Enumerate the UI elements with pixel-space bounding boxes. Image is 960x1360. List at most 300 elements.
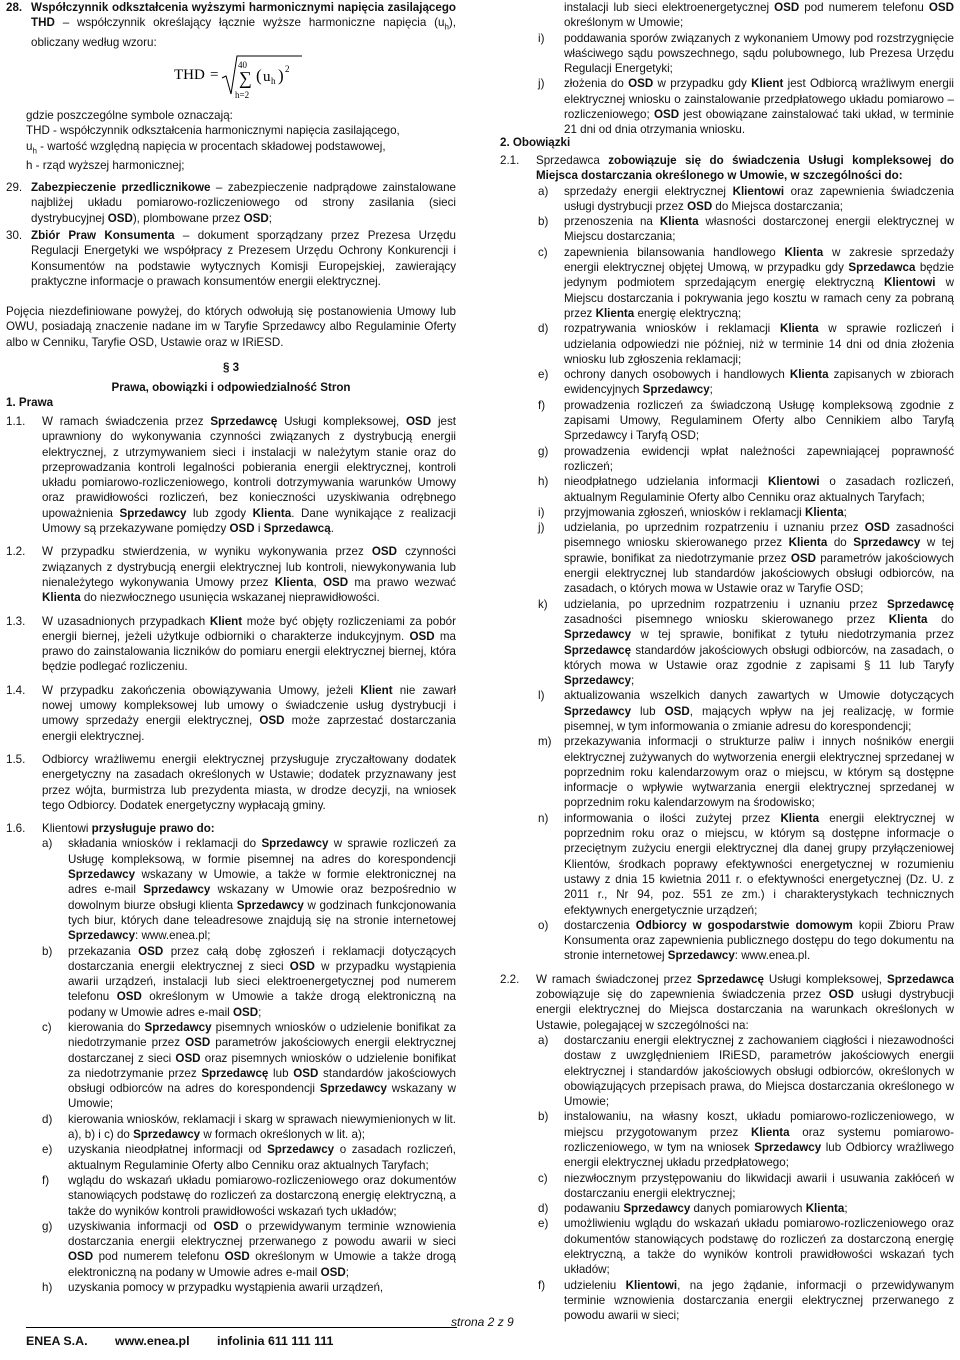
bold-term: Sprzedawcę [696,972,764,986]
text-run: w sprawie rozliczeń za Usługę kompleksową, w formie pisemnej na adres do korespondencji [68,837,456,866]
bold-term: Sprzedawcę [210,415,278,428]
list-item [538,1216,954,1277]
text-run: Usługi kompleksowej, [277,415,407,428]
text-run: zobowiązuje się do zapewnienia świadczenia przez [536,988,829,1002]
text-run: danych pomiarowych [690,1202,806,1216]
list-item [538,918,954,964]
sqrt-sign [222,56,302,94]
bold-term: Klient [751,77,784,91]
paragraph-number: 1.4. [6,683,26,697]
bold-term: Klienta [779,322,819,336]
text-run: W uzasadnionych przypadkach [42,614,210,628]
formula-exp: 2 [285,64,290,74]
text-run: w tej sprawie, bonifikat z tytułu niedotrzymania przez [631,628,954,642]
bold-term: Sprzedawcy [667,949,735,963]
list-item [538,520,954,596]
bold-term: Sprzedawcy [754,1141,822,1154]
def-text: ), obliczany według wzoru: [31,16,456,49]
paragraph-number: 2.1. [500,154,520,167]
text-run: do [827,536,854,550]
bold-term: Sprzedawcy [236,898,304,912]
list-letter: o) [538,918,549,932]
formula-lhs: THD [174,67,205,83]
text-run: kierowania do [68,1020,145,1034]
sum-upper: 40 [238,60,247,70]
text-run: własności dostarczonej energii elektrycznej w Miejscu dostarczania; [564,215,954,244]
bold-term: OSD [774,1,800,14]
def-sub: h [444,22,449,32]
bold-term: OSD [293,1066,319,1080]
list-item [42,1280,456,1295]
list-item [538,245,954,321]
text-run: przekazania [68,944,139,958]
bold-term: OSD [185,1036,211,1050]
list-letter: g) [42,1219,53,1233]
text-run: zasadności pisemnego wniosku skierowanego przez [564,612,889,626]
bold-term: OSD [175,1051,201,1065]
list-letter: h) [42,1281,53,1295]
text-run: dostarczaniu energii elektrycznej z zachowaniem ciągłości i niezawodności dostaw z uwzględnieniem IRiESD, parametrów jakościowych energii elektrycznej i standardów jakościowych obsługi odbiorców, określonych w obowiązujących przepisach prawa, do Miejsca dostarczania określonego w Umowie; [564,1033,954,1109]
text-run: do Miejsca dostarczania; [712,199,844,213]
formula-body: u [263,69,271,85]
list-letter: c) [538,245,548,259]
text-run: standardów jakościowych obsługi odbiorców, na zasadach, o których mowa w Ustawie oraz zgodnie z zapisami § 11 lub Taryfy [564,643,954,672]
text-run: w tej sprawie, bonifikat za niedotrzymanie przez [564,536,955,565]
text-run: Usługi kompleksowej, [763,972,887,986]
text-run: instalacji lub sieci elektroenergetycznej [564,1,775,14]
bold-term: Klienta [595,306,635,320]
text-run: sprzedaży energii elektrycznej [564,184,733,198]
text-run: jest obowiązane zainstalować taki układ, w terminie 21 dni od dnia otrzymania wniosku. [564,108,954,137]
bold-term: Sprzedawcy [119,506,187,520]
text-run: , mających wpływ na jej realizację, w formie pisemnej, w tym informowania o zmianie adresu do korespondencji; [564,704,955,733]
list-item [538,76,954,137]
text-run: w sprawie rozliczeń i udzielania odpowiedzi nie później, niż w terminie 14 dni od dnia złożenia wniosku lub zgłoszenia reklamacji; [564,322,955,366]
list-item [538,1109,954,1170]
bold-term: OSD [232,1005,259,1019]
text-run: parametrów jakościowych energii elektrycznej dostarczanej z sieci [68,1036,456,1065]
list-letter: a) [538,1033,549,1047]
text-run: ; [843,505,847,519]
bold-term: Klientowi [768,475,820,489]
bold-term: Klienta [780,811,820,825]
paragraph-number: 1.5. [6,752,26,766]
text-run: zapisanych w zbiorach ewidencyjnych [564,368,954,397]
bold-term: Klientowi [625,1278,678,1292]
numbered-paragraph [500,972,954,1033]
bold-term: Sprzedawcy [133,1128,201,1142]
text-run: Sprzedawca [536,154,600,167]
text-run: ochrony danych osobowych i handlowych [564,368,790,382]
list-letter: l) [538,689,545,703]
list-letter: e) [538,368,549,382]
list-letter: e) [538,1217,549,1231]
bold-term: Sprzedawca [886,972,954,986]
closing-paragraph: Pojęcia niezdefiniowane powyżej, do których odwołują się postanowienia Umowy lub OWU, posiadają znaczenie nadane im w Taryfie Sprzedawcy albo Regulaminie Oferty albo w Cenniku, Taryfie OSD, Ustawie oraz w IRiESD. [6,305,456,349]
bold-term: Sprzedawcy [267,1143,335,1157]
bold-term: Sprzedawcy [642,383,710,397]
text-run: pisemnych wniosków o udzielenie bonifikat za niedotrzymanie przez [68,1020,456,1050]
def-text: – współczynnik określający łącznie wyższe harmoniczne napięcia (u [54,16,445,30]
paragraph-number: 1.2. [6,545,26,559]
text-run: ; [844,1202,848,1216]
text-run: przenoszenia na [564,215,660,229]
numbered-paragraph [6,683,456,744]
bold-term: Klienta [42,591,81,605]
bold-term: OSD [138,944,164,958]
text-run: ; [258,1005,262,1019]
text-run: . Dane wynikające z realizacji Umowy są przekazywane pomiędzy [42,506,456,536]
right-top [500,0,954,138]
footer-website[interactable]: www.enea.pl [114,1334,190,1348]
text-run: lub [631,704,665,718]
bold-term: Klienta [750,1125,790,1139]
text-run: . [330,522,334,536]
bold-term: Klient [360,683,393,697]
bold-term: Sprzedawcą [263,522,331,536]
sum-sign: ∑ [239,68,252,88]
numbered-paragraph [6,414,456,536]
text-run: prowadzenia rozliczeń za świadczoną Usługę kompleksową zgodnie z zapisami Umowy, Regulaminem Oferty albo Cennikiem albo Taryfą Sprzedawcy i Taryfą OSD; [564,398,954,443]
text-run: informowania o ilości zużytej przez [564,811,781,825]
bold-term: Sprzedawcę [201,1066,269,1080]
text-run: jest Odbiorcą wrażliwym energii elektrycznej wniosku o zainstalowanie przedpłatowego układu pomiarowo – rozliczeniowego; [564,77,954,122]
list-item [538,444,954,475]
bold-term: OSD [371,545,397,559]
list-item [538,505,954,520]
text-run: nie zawarł nowej umowy kompleksowej lub umowy o świadczenie usług dystrybucji i umowy sprzedaży energii elektrycznej, [42,683,457,728]
text-run: standardów jakościowych obsługi odbiorców na adres do korespondencji [68,1066,456,1096]
bold-term: Klienta [788,536,828,550]
bold-term: Klienta [805,1202,845,1216]
bold-term: Odbiorcy w gospodarstwie domowym [635,918,853,932]
text-run: w zakresie sprzedaży energii elektrycznej objętej Umową, w przypadku gdy [564,245,955,275]
bold-term: OSD [928,1,954,14]
list-item [42,1020,456,1112]
list-item [538,1201,954,1216]
text-run: ma prawo wezwać [348,575,456,589]
text-run: aktualizowania wszelkich danych zawartych w Umowie dotyczących [564,689,954,703]
bold-term: OSD [406,415,432,428]
text-run: złożenia do [564,77,629,91]
bold-term: Klientowi [883,276,936,290]
footer-company: ENEA S.A. [26,1334,88,1348]
text-run: W ramach świadczonej przez [536,972,697,986]
text-run: dostarczenia [564,918,636,932]
list-letter: g) [538,444,549,458]
text-run: umożliwieniu wglądu do wskazań układu pomiarowo-rozliczeniowego oraz dokumentów stanowiących podstawę do rozliczeń za dostarczoną energię elektryczną, a także do wyników kontroli prawidłowości wskazań tych układów; [564,1217,954,1277]
definition-30: 30. Zbiór Praw Konsumenta – dokument sporządzany przez Prezesa Urzędu Regulacji Energetyki we współpracy z Prezesem Urzędu Ochrony Konkurencji i Konsumentów na podstawie wytycznych Komisji Europejskiej, zawierający praktyczne informacje o prawach konsumentów energii elektrycznej. [6,229,456,288]
text-run: uzyskania pomocy w przypadku wystąpienia awarii urządzeń, [68,1281,384,1295]
bold-term: Klienta [659,215,699,229]
paragraph-number: 1.1. [6,415,26,428]
text-run: prowadzenia ewidencji wpłat należności zapewniającej poprawność rozliczeń; [564,444,954,473]
list-letter: i) [538,505,545,519]
list-letter: f) [42,1173,50,1187]
footer-hotline: infolinia 611 111 111 [217,1334,334,1348]
list-letter: f) [538,398,546,412]
bold-term: OSD [828,988,854,1002]
def-term: Zabezpieczenie przedlicznikowe [31,181,211,194]
bold-term: OSD [289,959,315,973]
text-run: W przypadku stwierdzenia, w wyniku wykonywania przez [42,545,372,559]
bold-term: OSD [68,1250,94,1264]
list-letter: b) [538,1110,549,1124]
legend-line: $u_h$ - wartość względną napięcia w procentach składowej podstawowej, [26,139,386,155]
text-run: pod numerem telefonu [799,1,929,14]
bold-term: OSD [790,551,816,565]
list-item [42,1173,456,1219]
text-run: : www.enea.pl; [135,929,211,943]
text-run: wskazany w Umowie oraz bezpośrednio w dowolnym biurze obsługi klienta [68,883,456,912]
bold-term: przysługuje prawo do: [88,822,215,836]
subsection-duties: 2. Obowiązki [500,136,571,149]
list-letter: j) [538,521,545,535]
bold-term: Klientowi [732,184,785,198]
text-run: ; [631,674,635,688]
text-run: pod numerem telefonu [93,1250,225,1264]
list-item [538,321,954,367]
numbered-paragraph [6,821,456,836]
list-item [42,1219,456,1280]
def-number: 29. [6,181,23,194]
text-run: do [927,612,954,626]
numbered-paragraph [6,544,456,605]
bold-term: zobowiązuje się do świadczenia Usługi kompleksowej do Miejsca dostarczania określonego w Umowie, w szczególności do: [536,154,954,183]
paren-open: ( [256,66,262,85]
text-run: ; [345,1265,349,1279]
list-letter: i) [538,31,545,45]
list-item [538,367,954,398]
thd-formula [174,52,304,104]
list-item [538,1171,954,1202]
legend-line: h - rząd wyższej harmonicznej; [26,159,185,173]
duties-paragraphs [500,153,954,1324]
text-run: udzielania, po uprzednim rozpatrzeniu i uznaniu przez [564,521,865,535]
text-run: energię elektryczną; [634,306,742,320]
bold-term: Sprzedawcy [853,536,921,550]
text-run: oraz systemu pomiarowo-rozliczeniowego, w tym na wniosek [564,1125,954,1154]
list-letter: a) [538,184,549,198]
numbered-paragraph [6,752,456,813]
text-run: i [254,522,264,536]
paren-close: ) [278,66,284,85]
text-run: instalowaniu, na własny koszt, układu pomiarowo-rozliczeniowego, w miejscu przygotowanym przez [564,1110,954,1139]
text-run: przez całą dobę zgłoszeń i reklamacji dotyczących dostarczania energii elektrycznej z sieci [68,944,456,973]
text-run: składania wniosków i reklamacji do [68,837,262,851]
text-run: w przypadku gdy [653,77,752,91]
bold-term: OSD [322,575,349,589]
subsection-rights: 1. Prawa [6,396,54,409]
list-item [42,836,456,943]
paragraph-number: 1.3. [6,614,26,628]
numbered-paragraph [500,153,954,184]
text-run: w formach określonych w lit. a); [200,1128,366,1142]
text-run: czynności związanych z dystrybucją energii elektrycznej lub kontroli, niewykonywania lub nienależytego wykonywania Umowy przez [42,545,456,589]
text-run: o zasadach rozliczeń, aktualnym Regulaminie Oferty albo Cenniku oraz aktualnych Taryfach; [68,1143,456,1172]
footer-rule [26,1327,457,1328]
text-run: w Miejscu dostarczania i pokrywania jego kosztu w ramach ceny za pobraną przez [564,276,954,320]
list-letter: d) [42,1112,53,1126]
footer [26,1334,357,1349]
bold-term: OSD [687,199,713,213]
bold-term: Sprzedawcy [564,704,632,718]
text-run: ; [709,383,713,397]
text-run: niezwłocznym przystępowaniu do likwidacji awarii i usuwania zakłóceń w dostarczaniu energii elektrycznej; [564,1171,954,1200]
bold-term: Klienta [274,575,314,589]
bold-term: Klient [209,614,243,628]
legend-intro: gdzie poszczególne symbole oznaczają: [26,109,233,122]
text-run: będzie jedynym podmiotem sprzedającym energię elektryczną [564,261,954,290]
bold-term: Sprzedawcy [564,674,632,688]
text-run: rozpatrywania wniosków i reklamacji [564,322,780,336]
bold-term: OSD [229,522,255,536]
list-letter: d) [538,1202,549,1216]
text-run: jest uprawniony do wykonywania czynności związanych z dystrybucją energii elektrycznej, z utrzymywaniem sieci i instalacji w należytym stanie oraz do przeprowadzania kontroli legalności pobierania energii elektrycznej, kontroli układu pomiarowo-rozliczeniowego, kontroli dotrzymywania warunków Umowy oraz prawidłowości rozliczeń, bez konieczności uzyskiwania odrębnego upoważnienia [42,415,456,520]
formula-body-sub: h [271,76,276,86]
list-item [538,214,954,245]
formula-legend [26,108,456,174]
bold-term: Klienta [252,506,292,520]
text-run: wglądu do wskazań układu pomiarowo-rozliczeniowego oraz dokumentów stanowiących podstawę do rozliczeń za dostarczoną energię elektryczną, a także do wyników kontroli prawidłowości wskazań tych układów; [68,1173,456,1218]
list-item [538,734,954,810]
bold-term: Klienta [804,505,844,519]
formula-eq: = [210,67,219,83]
bold-term: OSD [409,629,435,643]
bold-term: Sprzedawcy [143,883,211,897]
text-run: określonym w Umowie; [564,16,684,30]
section-3-title: Prawa, obowiązki i odpowiedzialność Stron [111,381,351,394]
list-item [42,1142,456,1173]
bold-term: Sprzedawcy [144,1020,212,1034]
definition-29: 29. Zabezpieczenie przedlicznikowe – zabezpieczenie nadprądowe zainstalowane najbliżej układu pomiarowo-rozliczeniowego od strony zasilania (sieci dystrybucyjnej OSD), plombowane przez OSD; [6,181,456,225]
text-run: może być objęty rozliczeniami za pobór energii biernej, jeżeli użytkuje odbiorniki o charakterze indukcyjnym. [42,614,456,643]
list-letter: f) [538,1278,546,1292]
text-run: poddawania sporów związanych z wykonaniem Umowy pod rozstrzygnięcie właściwego sądu powszechnego, sądu polubownego, lub Prezesa Urzędu Regulacji Energetyki; [564,31,954,76]
paragraph-number: 1.6. [6,822,26,836]
text-run: wskazany w Umowie; [68,1082,456,1111]
def-number: 30. [6,229,23,242]
list-letter: b) [538,215,549,229]
paragraph-number: 2.2. [500,972,520,986]
bold-term: OSD [654,108,680,122]
def-number: 28. [6,1,23,14]
section-number: § 3 [222,361,240,374]
definition-28 [6,0,456,50]
list-item [538,688,954,734]
text-run: , [313,575,323,589]
text-run: ma prawo do zainstalowania liczników do pomiaru energii elektrycznej biernej, która będzie podlegać rozliczeniu. [42,629,456,674]
sum-lower: h=2 [235,90,250,100]
bold-term: Sprzedawcy [564,628,632,642]
text-run: nieodpłatnego udzielania informacji [564,475,769,489]
list-item [538,398,954,444]
bold-term: Klienta [789,368,829,382]
text-run: w godzinach funkcjonowania tych biur, których dane teleadresowe znajdują się na stronie internetowej [68,898,456,927]
bold-term: Klienta [888,612,928,626]
bold-term: OSD [213,1219,239,1233]
rights-paragraphs [6,414,456,1295]
list-letter: c) [42,1020,52,1034]
list-item [538,811,954,918]
list-letter: k) [538,597,548,611]
list-letter: b) [42,944,53,958]
text-run: uzyskiwania informacji od [68,1219,214,1233]
text-run: przekazywania informacji o strukturze paliw i innych nośników energii elektrycznej zużywanych do wytworzenia energii elektrycznej sprzedanej w poprzednim roku kalendarzowym oraz o miejscu, w którym są dostępne informacje o wpływie wytwarzania energii elektrycznej sprzedanej w poprzednim roku kalendarzowym na środowisko; [564,735,954,810]
text-run: zasadności pisemnego wniosku skierowanego przez [564,521,954,550]
numbered-paragraph [6,614,456,675]
list-item [538,474,954,505]
text-run: w przypadku wystąpienia awarii urządzeń, instalacji lub sieci elektroenergetycznej pod numerem telefonu [68,959,456,1004]
text-run: udzielania, po uprzednim rozpatrzeniu i uznaniu przez [564,597,887,611]
legend-line: THD - współczynnik odkształcenia harmonicznymi napięcia zasilającego, [26,124,400,138]
text-run: parametrów jakościowych energii elektrycznej lub standardów jakościowych obsługi odbiorców, na zasadach, o których mowa w Ustawie oraz w Taryfie OSD; [564,551,954,596]
text-run: lub zgody [186,506,253,520]
def-term: Współczynnik odkształcenia wyższymi harmonicznymi napięcia zasilającego THD [31,1,456,30]
bold-term: OSD [116,990,142,1004]
bold-term: Klienta [784,245,824,259]
text-run: , na jego żądanie, informacji o przewidywanym terminie wznowienia dostarczania energii elektrycznej przerwanego z powodu awarii w sieci; [564,1278,954,1323]
text-run: podawaniu [564,1202,624,1216]
bold-term: Sprzedawcy [623,1202,691,1216]
list-item [538,1033,954,1109]
list-item [42,944,456,1020]
section-3-heading [6,360,456,375]
text-run: kopii Zbioru Praw Konsumenta oraz zapewnienia publicznego dostępu do tego dokumentu na stronie internetowej [564,918,954,963]
list-letter: e) [42,1143,53,1157]
text-run: kierowania wniosków, reklamacji i skarg w sprawach niewymienionych w lit. a), b) i c) do [68,1112,456,1142]
list-item [538,31,954,77]
text-run: określonym w Umowie a także drogą elektroniczną na podany w Umowie adres e-mail [68,1250,456,1279]
bold-term: Sprzedawcę [886,597,954,611]
text-run: lub Odbiorcy wrażliwego energii elektrycznej układu przedpłatowego; [564,1141,954,1170]
list-letter: j) [538,77,545,91]
def-term: Zbiór Praw Konsumenta [31,229,175,242]
bold-term: OSD [664,704,690,718]
text-run: oraz zapewnienia świadczenia usługi dystrybucji przez [564,184,954,213]
bold-term: Sprzedawca [848,261,916,275]
list-letter: c) [538,1171,548,1185]
text-run: przyjmowania zgłoszeń, wniosków i reklamacji [564,505,805,519]
bold-term: Sprzedawcy [68,929,136,943]
text-run: uzyskania nieodpłatnej informacji od [68,1143,268,1157]
text-run: usługi dystrybucji energii elektrycznej do Miejsca dostarczania na warunkach określonych w Ustawie, polegającej w szczególności na: [536,988,954,1032]
text-run: zapewnienia bilansowania handlowego [564,245,785,259]
text-run: Klientowi [42,822,89,836]
text-run: do niezwłocznego usunięcia wskazanej nieprawidłowości. [80,591,380,605]
text-run: oraz pisemnych wniosków o udzielenie bonifikat za niedotrzymanie przez [68,1051,456,1080]
bold-term: OSD [320,1265,346,1279]
bold-term: Sprzedawcy [68,868,136,882]
list-item [538,1278,954,1324]
text-run: o przewidywanym terminie wznowienia dostarczania energii elektrycznej przerwanego z powodu awarii w sieci [68,1219,456,1249]
bold-term: Sprzedawcy [319,1082,387,1096]
list-letter: h) [538,475,549,489]
text-run: : www.enea.pl. [734,949,811,963]
text-run: lub [268,1066,294,1080]
list-letter: n) [538,811,549,825]
list-item [42,1112,456,1143]
bold-term: Sprzedawcy [261,837,329,851]
text-run: Odbiorcy wrażliwemu energii elektrycznej przysługuje zryczałtowany dodatek energetyczny na zasadach określonych w Ustawie; dodatek przyznawany jest przez wójta, burmistrza lub prezydenta miasta, w drodze decyzji, na wniosek tego Odbiorcy. Dodatek energetyczny wypłacają gminy. [42,752,456,812]
list-letter: m) [538,735,552,749]
list-letter: d) [538,322,549,336]
text-run: określonym w Umowie a także drogą elektroniczną na podany w Umowie adres e-mail [68,990,457,1019]
bold-term: OSD [864,521,890,535]
bold-term: OSD [628,77,654,91]
list-item [538,184,954,215]
bold-term: OSD [224,1250,250,1264]
